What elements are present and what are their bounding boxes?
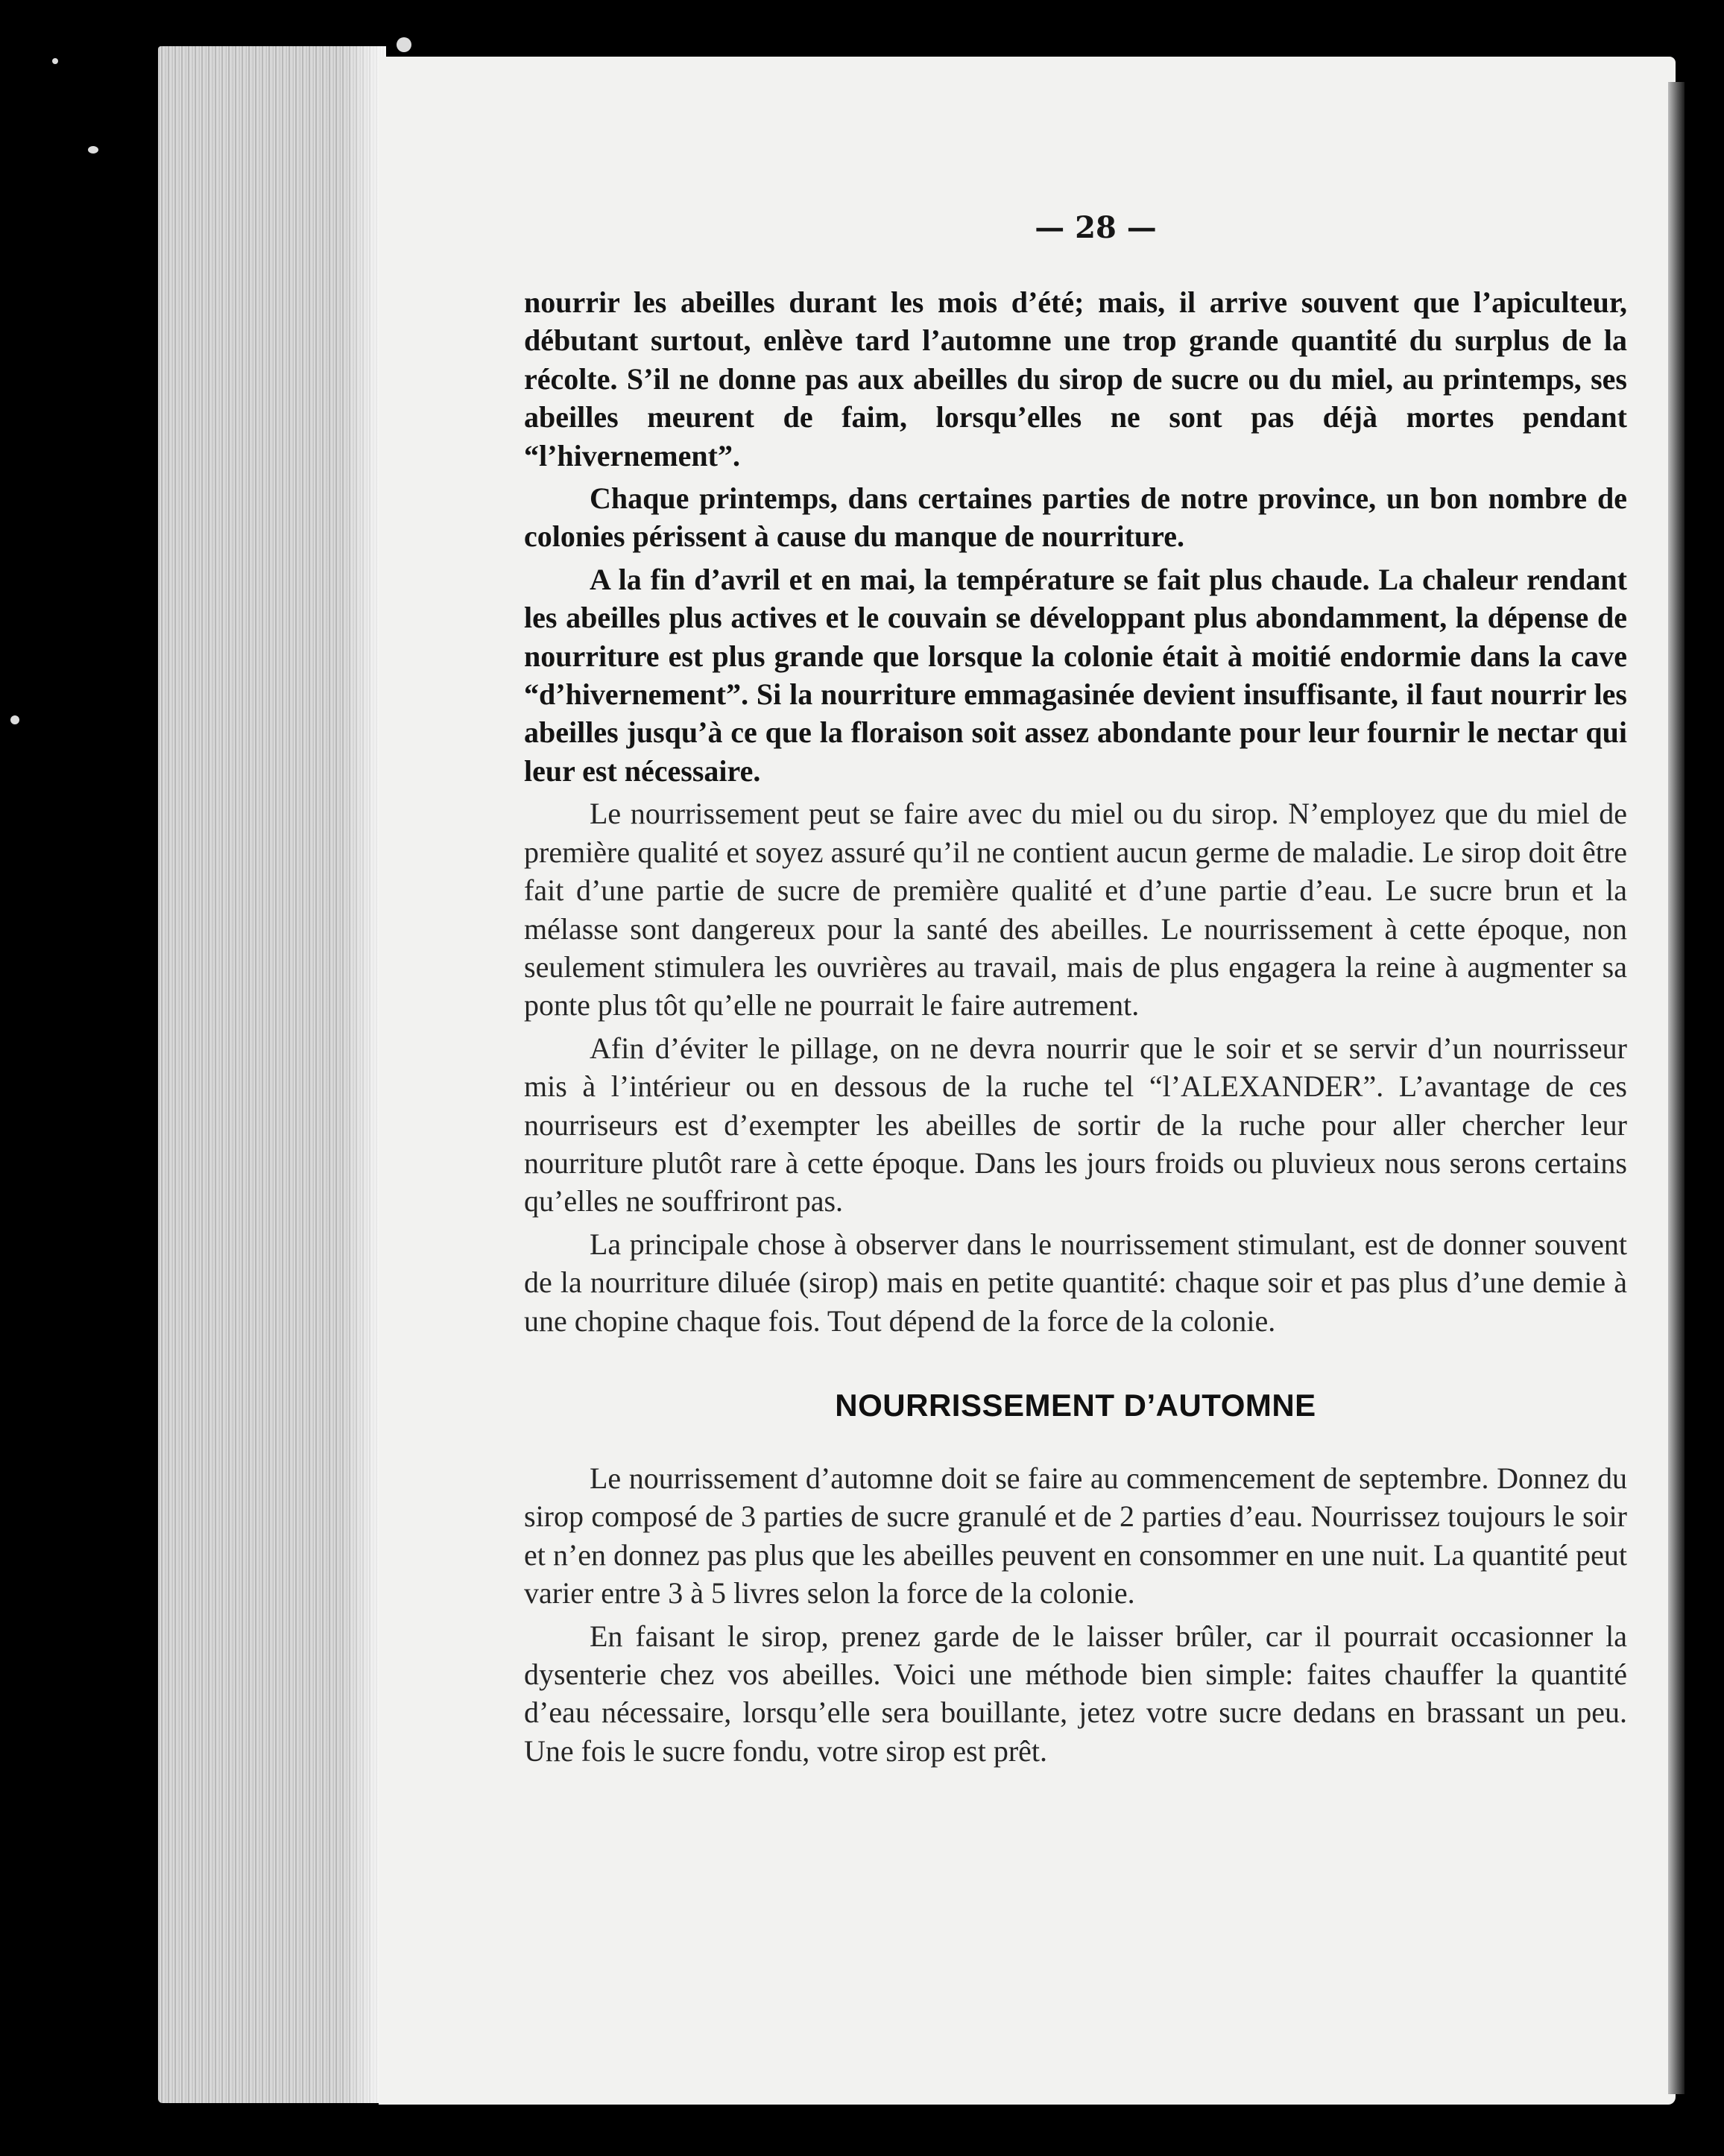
paragraph: Chaque printemps, dans certaines parties de notre province, un bon nombre de colonies périssent à cause du manque de nourriture. [524,481,1627,554]
film-speck [397,37,411,52]
paragraph: Afin d’éviter le pillage, on ne devra nourrir que le soir et se servir d’un nourrisseur mis à l’intérieur ou en dessous de la ruche tel “l’ALEXANDER”. L’avantage de ces nourriseurs est d’exempter les abeilles de sortir de la ruche pour aller chercher leur nourriture plutôt rare à cette époque. Dans les jours froids ou pluvieux nous serons certains qu’elles ne souffriront pas. [524,1031,1627,1218]
film-speck [88,146,98,154]
page-right-shadow [1668,82,1684,2094]
paragraph: La principale chose à observer dans le nourrissement stimulant, est de donner souvent de la nourriture diluée (sirop) mais en petite quantité: chaque soir et pas plus d’une demie à une chopine chaque fois. Tout dépend de la force de la colonie. [524,1227,1627,1338]
stacked-page-edges [158,46,386,2103]
paragraph: A la fin d’avril et en mai, la température se fait plus chaude. La chaleur rendant les abeilles plus actives et le couvain se développant plus abondamment, la dépense de nourriture est plus grande que lorsque la colonie était à moitié endormie dans la cave “d’hivernement”. Si la nourriture emmagasinée devient insuffisante, il faut nourrir les abeilles jusqu’à ce que la floraison soit assez abondante pour leur fournir le nectar qui leur est nécessaire. [524,562,1627,788]
page-body [524,283,1627,1774]
film-speck [10,715,19,724]
film-speck [52,58,58,64]
paragraph: Le nourrissement d’automne doit se faire au commencement de septembre. Donnez du sirop composé de 3 parties de sucre granulé et de 2 parties d’eau. Nourrissez toujours le soir et n’en donnez pas plus que les abeilles peuvent en consommer en une nuit. La quantité peut varier entre 3 à 5 livres selon la force de la colonie. [524,1461,1627,1610]
paragraph: En faisant le sirop, prenez garde de le laisser brûler, car il pourrait occasionner la dysenterie chez vos abeilles. Voici une méthode bien simple: faites chauffer la quantité d’eau nécessaire, lorsqu’elle sera bouillante, jetez votre sucre dedans en brassant un peu. Une fois le sucre fondu, votre sirop est prêt. [524,1619,1627,1768]
paragraph: nourrir les abeilles durant les mois d’été; mais, il arrive souvent que l’apiculteur, débutant surtout, enlève tard l’automne une trop grande quantité du surplus de la récolte. S’il ne donne pas aux abeilles du sirop de sucre ou du miel, au printemps, ses abeilles meurent de faim, lorsqu’elles ne sont pas déjà mortes pendant “l’hivernement”. [524,285,1627,472]
page-number: — 28 — [1035,210,1157,245]
paragraph: Le nourrissement peut se faire avec du miel ou du sirop. N’employez que du miel de première qualité et soyez assuré qu’il ne contient aucun germe de maladie. Le sirop doit être fait d’une partie de sucre de première qualité et d’une partie d’eau. Le sucre brun et la mélasse sont dangereux pour la santé des abeilles. Le nourrissement à cette époque, non seulement stimulera les ouvrières au travail, mais de plus engagera la reine à augmenter sa ponte plus tôt qu’elle ne pourrait le faire autrement. [524,797,1627,1022]
section-heading: NOURRISSEMENT D’AUTOMNE [835,1387,1316,1423]
